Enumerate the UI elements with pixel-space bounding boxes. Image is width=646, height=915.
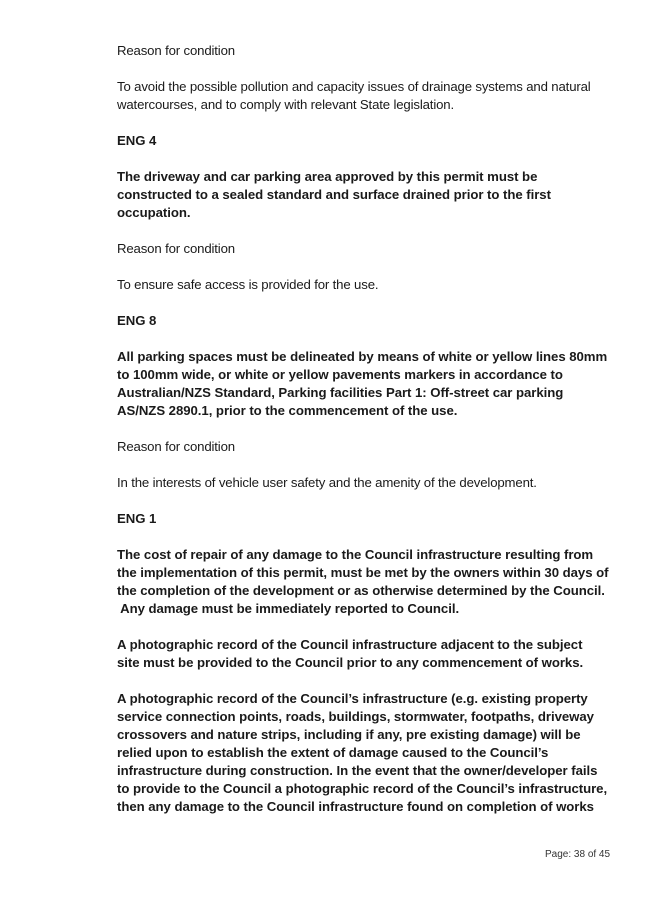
page-number: Page: 38 of 45 xyxy=(545,849,611,860)
text-line: All parking spaces must be delineated by means of white or yellow lines 80mm xyxy=(117,349,608,364)
text-line: site must be provided to the Council prior to any commencement of works. xyxy=(117,655,584,670)
condition-heading xyxy=(117,312,607,330)
paragraph xyxy=(117,546,607,618)
text-line: relied upon to establish the extent of damage caused to the Council’s xyxy=(117,745,549,760)
text-line: A photographic record of the Council infrastructure adjacent to the subject xyxy=(117,637,583,652)
paragraph xyxy=(117,168,607,222)
paragraph xyxy=(117,474,607,492)
text-line: the implementation of this permit, must be met by the owners within 30 days of xyxy=(117,565,609,580)
reason-label xyxy=(117,42,607,60)
text-line: infrastructure during construction. In the event that the owner/developer fails xyxy=(117,763,598,778)
text-line: service connection points, roads, buildings, stormwater, footpaths, driveway xyxy=(117,709,594,724)
text-line: A photographic record of the Council’s infrastructure (e.g. existing property xyxy=(117,691,588,706)
text-line: Reason for condition xyxy=(117,241,235,256)
paragraph xyxy=(117,78,607,114)
text-line: ENG 4 xyxy=(117,133,157,148)
text-line: AS/NZS 2890.1, prior to the commencement of the use. xyxy=(117,403,458,418)
reason-label xyxy=(117,438,607,456)
document-page xyxy=(117,42,607,816)
text-line: to provide to the Council a photographic record of the Council’s infrastructure, xyxy=(117,781,608,796)
text-line: To avoid the possible pollution and capacity issues of drainage systems and natural xyxy=(117,79,591,94)
paragraph xyxy=(117,348,607,420)
text-line: To ensure safe access is provided for the use. xyxy=(117,277,379,292)
text-line: then any damage to the Council infrastructure found on completion of works xyxy=(117,799,594,814)
condition-heading xyxy=(117,510,607,528)
text-line: Reason for condition xyxy=(117,43,235,58)
condition-heading xyxy=(117,132,607,150)
text-line: Australian/NZS Standard, Parking facilities Part 1: Off-street car parking xyxy=(117,385,564,400)
paragraph xyxy=(117,690,607,816)
text-line: constructed to a sealed standard and surface drained prior to the first xyxy=(117,187,551,202)
text-line: crossovers and nature strips, including if any, pre existing damage) will be xyxy=(117,727,581,742)
text-line: Any damage must be immediately reported to Council. xyxy=(117,601,460,616)
text-line: to 100mm wide, or white or yellow pavements markers in accordance to xyxy=(117,367,563,382)
reason-label xyxy=(117,240,607,258)
text-line: The cost of repair of any damage to the Council infrastructure resulting from xyxy=(117,547,594,562)
text-line: The driveway and car parking area approved by this permit must be xyxy=(117,169,538,184)
text-line: ENG 1 xyxy=(117,511,157,526)
text-line: Reason for condition xyxy=(117,439,235,454)
paragraph xyxy=(117,276,607,294)
text-line: ENG 8 xyxy=(117,313,157,328)
text-line: the completion of the development or as otherwise determined by the Council. xyxy=(117,583,605,598)
text-line: In the interests of vehicle user safety and the amenity of the development. xyxy=(117,475,537,490)
text-line: watercourses, and to comply with relevant State legislation. xyxy=(117,97,454,112)
text-line: occupation. xyxy=(117,205,191,220)
paragraph xyxy=(117,636,607,672)
